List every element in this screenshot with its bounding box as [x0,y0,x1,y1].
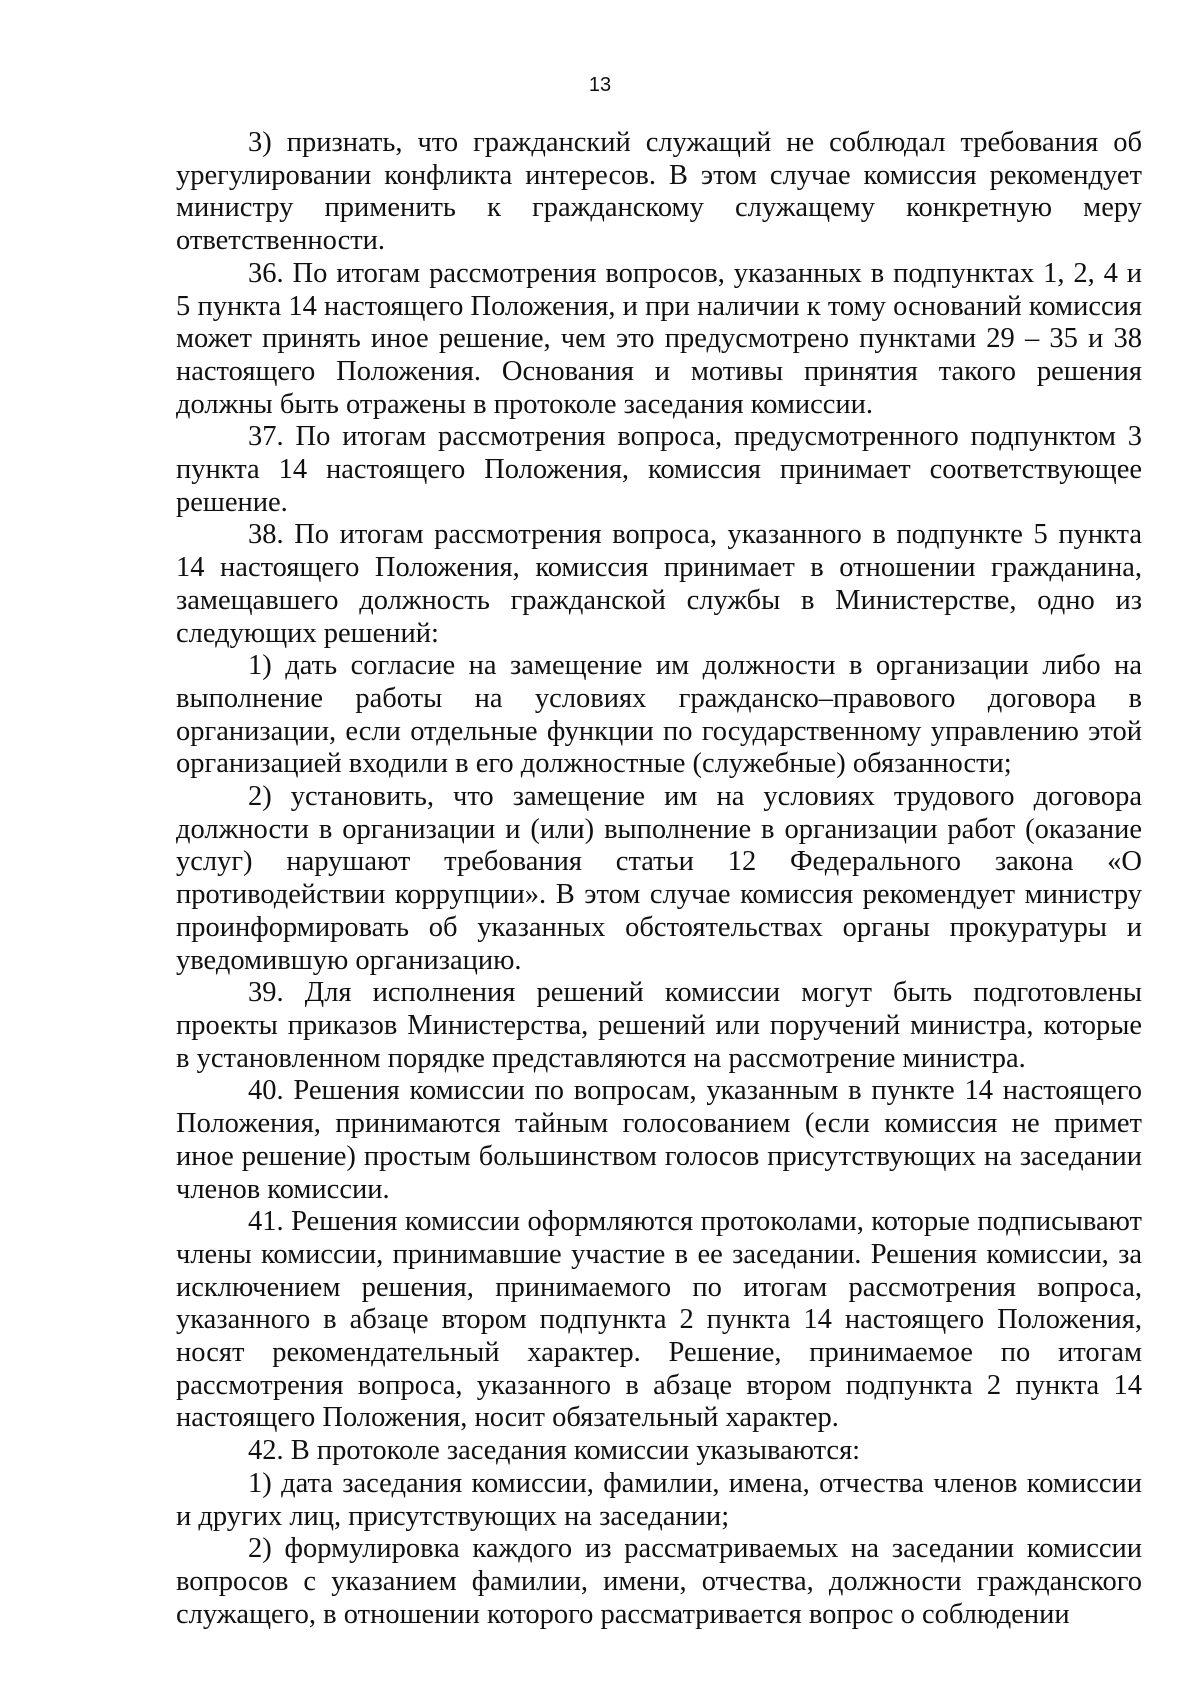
document-body [176,127,1142,1631]
paragraph-38: 38. По итогам рассмотрения вопроса, указанного в подпункте 5 пункта 14 настоящего Положения, комиссия принимает в отношении гражданина, замещавшего должность гражданской службы в Министерстве, одно из следующих решений: [176,519,1142,649]
paragraph-item-3: 3) признать, что гражданский служащий не соблюдал требования об урегулировании конфликта интересов. В этом случае комиссия рекомендует министру применить к гражданскому служащему конкретную меру ответственности. [176,127,1142,257]
paragraph-38-item-2: 2) установить, что замещение им на условиях трудового договора должности в организации и (или) выполнение в организации работ (оказание услуг) нарушают требования статьи 12 Федерального закона «О противодействии коррупции». В этом случае комиссия рекомендует министру проинформировать об указанных обстоятельствах органы прокуратуры и уведомившую организацию. [176,781,1142,976]
paragraph-41: 41. Решения комиссии оформляются протоколами, которые подписывают члены комиссии, принимавшие участие в ее заседании. Решения комиссии, за исключением решения, принимаемого по итогам рассмотрения вопроса, указанного в абзаце втором подпункта 2 пункта 14 настоящего Положения, носят рекомендательный характер. Решение, принимаемое по итогам рассмотрения вопроса, указанного в абзаце втором подпункта 2 пункта 14 настоящего Положения, носит обязательный характер. [176,1206,1142,1434]
paragraph-39: 39. Для исполнения решений комиссии могут быть подготовлены проекты приказов Министерства, решений или поручений министра, которые в установленном порядке представляются на рассмотрение министра. [176,977,1142,1074]
page-number: 13 [588,74,612,96]
paragraph-42-item-2: 2) формулировка каждого из рассматриваемых на заседании комиссии вопросов с указанием фамилии, имени, отчества, должности гражданского служащего, в отношении которого рассматривается вопрос о соблюдении [176,1533,1142,1630]
paragraph-36: 36. По итогам рассмотрения вопросов, указанных в подпунктах 1, 2, 4 и 5 пункта 14 настоящего Положения, и при наличии к тому оснований комиссия может принять иное решение, чем это предусмотрено пунктами 29 – 35 и 38 настоящего Положения. Основания и мотивы принятия такого решения должны быть отражены в протоколе заседания комиссии. [176,257,1142,420]
paragraph-42-item-1: 1) дата заседания комиссии, фамилии, имена, отчества членов комиссии и других лиц, присутствующих на заседании; [176,1467,1142,1532]
paragraph-42: 42. В протоколе заседания комиссии указываются: [248,1435,861,1467]
paragraph-40: 40. Решения комиссии по вопросам, указанным в пункте 14 настоящего Положения, принимаются тайным голосованием (если комиссия не примет иное решение) простым большинством голосов присутствующих на заседании членов комиссии. [176,1075,1142,1205]
paragraph-38-item-1: 1) дать согласие на замещение им должности в организации либо на выполнение работы на условиях гражданско–правового договора в организации, если отдельные функции по государственному управлению этой организацией входили в его должностные (служебные) обязанности; [176,650,1142,780]
paragraph-37: 37. По итогам рассмотрения вопроса, предусмотренного подпунктом 3 пункта 14 настоящего Положения, комиссия принимает соответствующее решение. [176,421,1142,518]
